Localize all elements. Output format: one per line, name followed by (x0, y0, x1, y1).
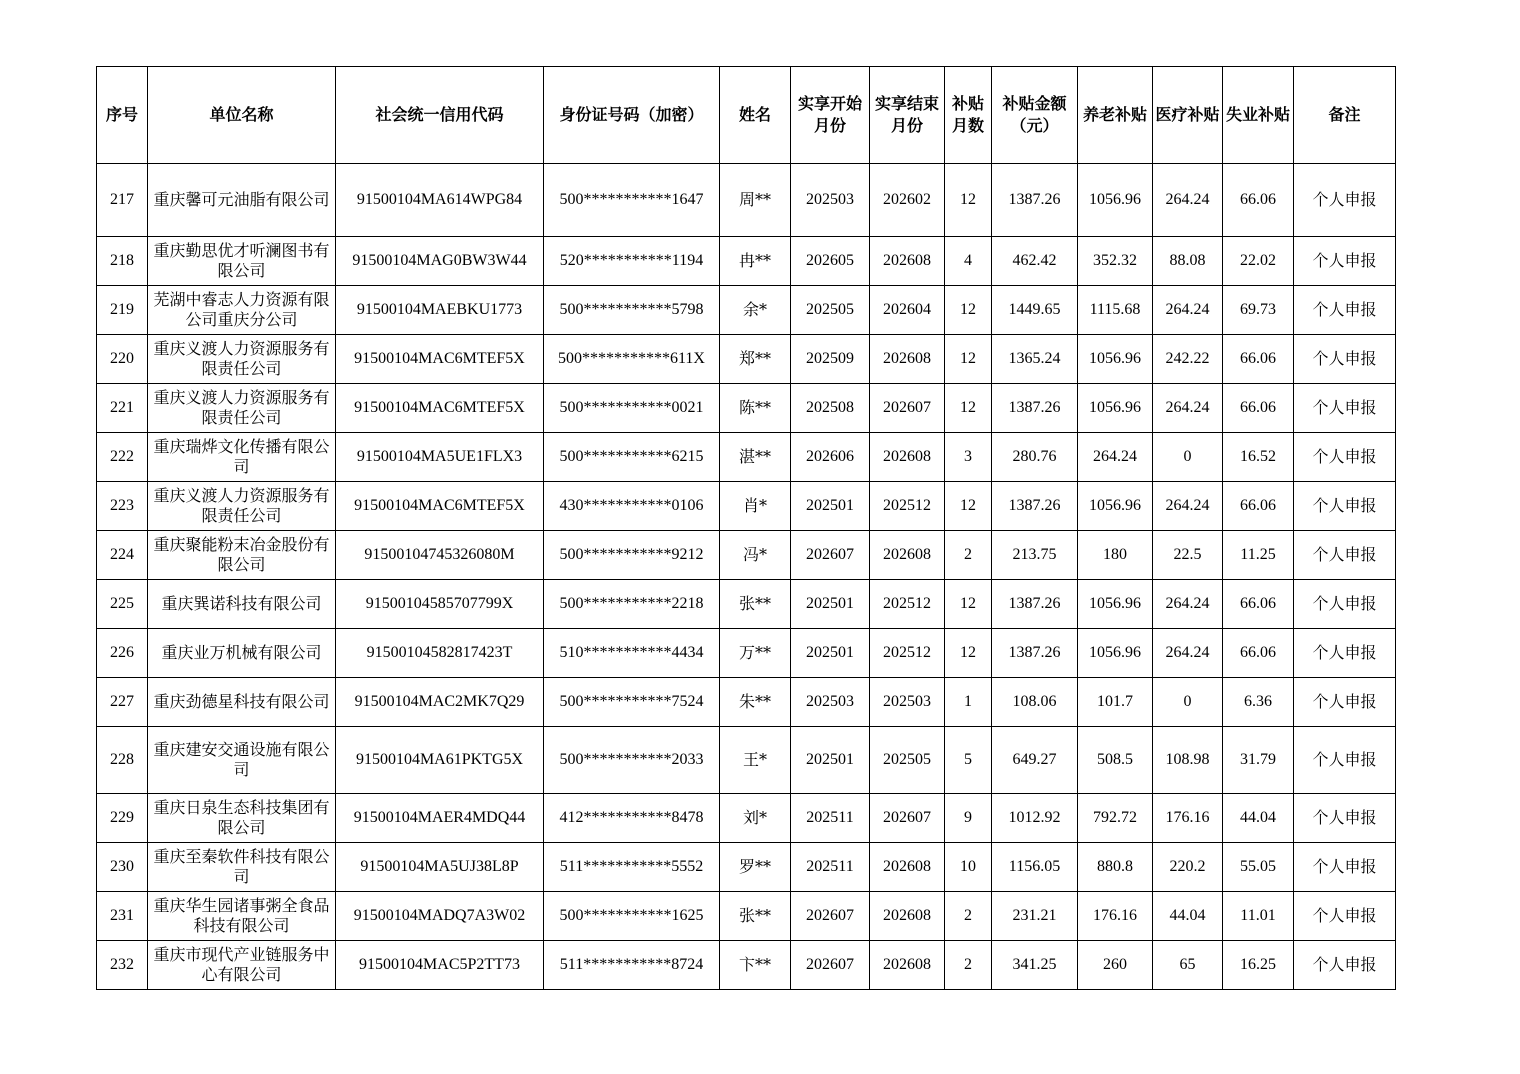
cell-medical: 220.2 (1153, 843, 1223, 892)
cell-amount: 462.42 (992, 237, 1078, 286)
cell-amount: 1012.92 (992, 794, 1078, 843)
cell-medical: 65 (1153, 941, 1223, 990)
cell-pension: 1056.96 (1078, 384, 1153, 433)
cell-end-month: 202604 (870, 286, 945, 335)
cell-seq: 228 (97, 727, 148, 794)
cell-end-month: 202512 (870, 580, 945, 629)
cell-credit-code: 91500104MAEBKU1773 (336, 286, 544, 335)
cell-seq: 227 (97, 678, 148, 727)
cell-seq: 223 (97, 482, 148, 531)
table-row (97, 941, 1396, 990)
cell-start-month: 202607 (791, 892, 870, 941)
cell-unemployment: 66.06 (1223, 580, 1294, 629)
cell-credit-code: 91500104MA5UE1FLX3 (336, 433, 544, 482)
cell-remark: 个人申报 (1294, 629, 1396, 678)
cell-unemployment: 31.79 (1223, 727, 1294, 794)
cell-company: 重庆义渡人力资源服务有限责任公司 (148, 482, 336, 531)
cell-name: 郑** (720, 335, 791, 384)
cell-months: 10 (945, 843, 992, 892)
table-row (97, 482, 1396, 531)
cell-end-month: 202608 (870, 335, 945, 384)
cell-pension: 260 (1078, 941, 1153, 990)
cell-unemployment: 66.06 (1223, 482, 1294, 531)
header-company: 单位名称 (148, 67, 336, 164)
cell-credit-code: 91500104MAC6MTEF5X (336, 482, 544, 531)
cell-pension: 1056.96 (1078, 580, 1153, 629)
table-row (97, 384, 1396, 433)
cell-start-month: 202503 (791, 164, 870, 237)
cell-pension: 352.32 (1078, 237, 1153, 286)
cell-unemployment: 16.52 (1223, 433, 1294, 482)
cell-start-month: 202509 (791, 335, 870, 384)
cell-name: 张** (720, 892, 791, 941)
cell-seq: 230 (97, 843, 148, 892)
header-seq: 序号 (97, 67, 148, 164)
cell-months: 4 (945, 237, 992, 286)
cell-seq: 219 (97, 286, 148, 335)
cell-name: 刘* (720, 794, 791, 843)
cell-end-month: 202608 (870, 433, 945, 482)
cell-seq: 231 (97, 892, 148, 941)
cell-id-number: 500***********2033 (544, 727, 720, 794)
cell-company: 重庆馨可元油脂有限公司 (148, 164, 336, 237)
cell-unemployment: 16.25 (1223, 941, 1294, 990)
cell-remark: 个人申报 (1294, 678, 1396, 727)
cell-credit-code: 91500104585707799X (336, 580, 544, 629)
header-unemployment: 失业补贴 (1223, 67, 1294, 164)
cell-company: 重庆巽诺科技有限公司 (148, 580, 336, 629)
cell-credit-code: 91500104MA5UJ38L8P (336, 843, 544, 892)
cell-remark: 个人申报 (1294, 892, 1396, 941)
cell-pension: 264.24 (1078, 433, 1153, 482)
cell-remark: 个人申报 (1294, 843, 1396, 892)
table-row (97, 629, 1396, 678)
cell-id-number: 500***********1647 (544, 164, 720, 237)
cell-medical: 242.22 (1153, 335, 1223, 384)
table-row (97, 727, 1396, 794)
cell-amount: 213.75 (992, 531, 1078, 580)
cell-credit-code: 91500104582817423T (336, 629, 544, 678)
cell-unemployment: 69.73 (1223, 286, 1294, 335)
header-amount: 补贴金额（元） (992, 67, 1078, 164)
cell-start-month: 202607 (791, 531, 870, 580)
cell-id-number: 520***********1194 (544, 237, 720, 286)
cell-seq: 229 (97, 794, 148, 843)
subsidy-table (96, 66, 1396, 990)
cell-seq: 218 (97, 237, 148, 286)
header-name: 姓名 (720, 67, 791, 164)
cell-amount: 1387.26 (992, 629, 1078, 678)
cell-end-month: 202608 (870, 531, 945, 580)
header-pension: 养老补贴 (1078, 67, 1153, 164)
header-medical: 医疗补贴 (1153, 67, 1223, 164)
cell-pension: 1115.68 (1078, 286, 1153, 335)
cell-start-month: 202501 (791, 482, 870, 531)
cell-start-month: 202605 (791, 237, 870, 286)
cell-unemployment: 66.06 (1223, 629, 1294, 678)
cell-start-month: 202511 (791, 843, 870, 892)
cell-name: 冯* (720, 531, 791, 580)
cell-unemployment: 44.04 (1223, 794, 1294, 843)
table-row (97, 286, 1396, 335)
cell-credit-code: 91500104MA61PKTG5X (336, 727, 544, 794)
cell-months: 5 (945, 727, 992, 794)
cell-amount: 1387.26 (992, 580, 1078, 629)
cell-id-number: 500***********611X (544, 335, 720, 384)
cell-company: 重庆日泉生态科技集团有限公司 (148, 794, 336, 843)
cell-seq: 224 (97, 531, 148, 580)
cell-start-month: 202501 (791, 629, 870, 678)
cell-unemployment: 6.36 (1223, 678, 1294, 727)
table-row (97, 794, 1396, 843)
cell-start-month: 202508 (791, 384, 870, 433)
cell-start-month: 202501 (791, 727, 870, 794)
cell-end-month: 202608 (870, 941, 945, 990)
cell-company: 重庆勤思优才听澜图书有限公司 (148, 237, 336, 286)
header-end-month: 实享结束月份 (870, 67, 945, 164)
cell-end-month: 202505 (870, 727, 945, 794)
header-id-number: 身份证号码（加密） (544, 67, 720, 164)
cell-end-month: 202607 (870, 794, 945, 843)
cell-seq: 225 (97, 580, 148, 629)
cell-seq: 222 (97, 433, 148, 482)
cell-months: 2 (945, 892, 992, 941)
cell-credit-code: 91500104745326080M (336, 531, 544, 580)
cell-seq: 221 (97, 384, 148, 433)
table-row (97, 164, 1396, 237)
cell-medical: 264.24 (1153, 384, 1223, 433)
cell-medical: 0 (1153, 678, 1223, 727)
cell-end-month: 202607 (870, 384, 945, 433)
cell-medical: 44.04 (1153, 892, 1223, 941)
cell-medical: 88.08 (1153, 237, 1223, 286)
cell-name: 余* (720, 286, 791, 335)
cell-amount: 1449.65 (992, 286, 1078, 335)
table-row (97, 580, 1396, 629)
cell-months: 9 (945, 794, 992, 843)
cell-seq: 217 (97, 164, 148, 237)
cell-months: 2 (945, 941, 992, 990)
cell-credit-code: 91500104MAC6MTEF5X (336, 335, 544, 384)
cell-remark: 个人申报 (1294, 727, 1396, 794)
cell-months: 3 (945, 433, 992, 482)
cell-pension: 1056.96 (1078, 629, 1153, 678)
cell-remark: 个人申报 (1294, 531, 1396, 580)
cell-pension: 101.7 (1078, 678, 1153, 727)
cell-remark: 个人申报 (1294, 580, 1396, 629)
cell-pension: 1056.96 (1078, 164, 1153, 237)
cell-medical: 264.24 (1153, 164, 1223, 237)
cell-pension: 508.5 (1078, 727, 1153, 794)
cell-medical: 264.24 (1153, 286, 1223, 335)
cell-seq: 226 (97, 629, 148, 678)
cell-unemployment: 11.25 (1223, 531, 1294, 580)
cell-name: 朱** (720, 678, 791, 727)
cell-id-number: 510***********4434 (544, 629, 720, 678)
cell-unemployment: 66.06 (1223, 164, 1294, 237)
cell-end-month: 202602 (870, 164, 945, 237)
cell-remark: 个人申报 (1294, 433, 1396, 482)
cell-start-month: 202511 (791, 794, 870, 843)
table-row (97, 237, 1396, 286)
table-body (97, 164, 1396, 990)
table-row (97, 433, 1396, 482)
cell-company: 重庆至秦软件科技有限公司 (148, 843, 336, 892)
cell-company: 重庆业万机械有限公司 (148, 629, 336, 678)
cell-id-number: 500***********1625 (544, 892, 720, 941)
table-row (97, 892, 1396, 941)
cell-unemployment: 66.06 (1223, 384, 1294, 433)
cell-pension: 176.16 (1078, 892, 1153, 941)
cell-remark: 个人申报 (1294, 941, 1396, 990)
cell-company: 重庆建安交通设施有限公司 (148, 727, 336, 794)
cell-pension: 792.72 (1078, 794, 1153, 843)
cell-pension: 1056.96 (1078, 482, 1153, 531)
cell-amount: 341.25 (992, 941, 1078, 990)
table-row (97, 678, 1396, 727)
cell-company: 重庆市现代产业链服务中心有限公司 (148, 941, 336, 990)
cell-company: 重庆聚能粉末冶金股份有限公司 (148, 531, 336, 580)
cell-name: 万** (720, 629, 791, 678)
cell-id-number: 511***********8724 (544, 941, 720, 990)
cell-pension: 1056.96 (1078, 335, 1153, 384)
cell-name: 湛** (720, 433, 791, 482)
cell-remark: 个人申报 (1294, 794, 1396, 843)
cell-unemployment: 22.02 (1223, 237, 1294, 286)
cell-name: 卞** (720, 941, 791, 990)
cell-amount: 1387.26 (992, 384, 1078, 433)
cell-id-number: 500***********2218 (544, 580, 720, 629)
cell-months: 1 (945, 678, 992, 727)
cell-remark: 个人申报 (1294, 335, 1396, 384)
cell-medical: 264.24 (1153, 482, 1223, 531)
cell-start-month: 202501 (791, 580, 870, 629)
cell-amount: 649.27 (992, 727, 1078, 794)
cell-company: 重庆义渡人力资源服务有限责任公司 (148, 384, 336, 433)
cell-credit-code: 91500104MAC6MTEF5X (336, 384, 544, 433)
cell-remark: 个人申报 (1294, 286, 1396, 335)
cell-amount: 1387.26 (992, 482, 1078, 531)
cell-medical: 22.5 (1153, 531, 1223, 580)
cell-months: 12 (945, 164, 992, 237)
header-credit-code: 社会统一信用代码 (336, 67, 544, 164)
cell-months: 2 (945, 531, 992, 580)
cell-remark: 个人申报 (1294, 384, 1396, 433)
cell-end-month: 202512 (870, 482, 945, 531)
cell-medical: 0 (1153, 433, 1223, 482)
table-row (97, 531, 1396, 580)
cell-credit-code: 91500104MAC5P2TT73 (336, 941, 544, 990)
cell-amount: 108.06 (992, 678, 1078, 727)
cell-name: 王* (720, 727, 791, 794)
cell-unemployment: 55.05 (1223, 843, 1294, 892)
cell-start-month: 202607 (791, 941, 870, 990)
cell-name: 罗** (720, 843, 791, 892)
cell-pension: 880.8 (1078, 843, 1153, 892)
cell-start-month: 202505 (791, 286, 870, 335)
cell-end-month: 202608 (870, 892, 945, 941)
cell-credit-code: 91500104MAER4MDQ44 (336, 794, 544, 843)
cell-seq: 220 (97, 335, 148, 384)
cell-medical: 108.98 (1153, 727, 1223, 794)
cell-unemployment: 11.01 (1223, 892, 1294, 941)
cell-seq: 232 (97, 941, 148, 990)
cell-medical: 264.24 (1153, 629, 1223, 678)
cell-end-month: 202608 (870, 843, 945, 892)
header-remark: 备注 (1294, 67, 1396, 164)
cell-amount: 1365.24 (992, 335, 1078, 384)
cell-credit-code: 91500104MAC2MK7Q29 (336, 678, 544, 727)
cell-credit-code: 91500104MAG0BW3W44 (336, 237, 544, 286)
cell-remark: 个人申报 (1294, 164, 1396, 237)
cell-id-number: 430***********0106 (544, 482, 720, 531)
cell-remark: 个人申报 (1294, 237, 1396, 286)
cell-months: 12 (945, 580, 992, 629)
cell-medical: 264.24 (1153, 580, 1223, 629)
table-row (97, 843, 1396, 892)
cell-end-month: 202503 (870, 678, 945, 727)
cell-name: 周** (720, 164, 791, 237)
cell-company: 重庆华生园诸事粥全食品科技有限公司 (148, 892, 336, 941)
header-months: 补贴月数 (945, 67, 992, 164)
header-start-month: 实享开始月份 (791, 67, 870, 164)
cell-company: 重庆瑞烨文化传播有限公司 (148, 433, 336, 482)
cell-pension: 180 (1078, 531, 1153, 580)
cell-id-number: 500***********5798 (544, 286, 720, 335)
cell-credit-code: 91500104MADQ7A3W02 (336, 892, 544, 941)
cell-amount: 231.21 (992, 892, 1078, 941)
cell-medical: 176.16 (1153, 794, 1223, 843)
table-row (97, 335, 1396, 384)
cell-name: 冉** (720, 237, 791, 286)
cell-id-number: 412***********8478 (544, 794, 720, 843)
cell-months: 12 (945, 335, 992, 384)
cell-company: 芜湖中睿志人力资源有限公司重庆分公司 (148, 286, 336, 335)
cell-id-number: 500***********7524 (544, 678, 720, 727)
cell-amount: 1156.05 (992, 843, 1078, 892)
cell-end-month: 202608 (870, 237, 945, 286)
cell-name: 肖* (720, 482, 791, 531)
cell-credit-code: 91500104MA614WPG84 (336, 164, 544, 237)
header-row (97, 67, 1396, 164)
cell-id-number: 511***********5552 (544, 843, 720, 892)
cell-id-number: 500***********6215 (544, 433, 720, 482)
cell-amount: 1387.26 (992, 164, 1078, 237)
cell-amount: 280.76 (992, 433, 1078, 482)
cell-months: 12 (945, 482, 992, 531)
cell-start-month: 202503 (791, 678, 870, 727)
cell-id-number: 500***********0021 (544, 384, 720, 433)
cell-months: 12 (945, 384, 992, 433)
cell-name: 陈** (720, 384, 791, 433)
cell-remark: 个人申报 (1294, 482, 1396, 531)
cell-company: 重庆义渡人力资源服务有限责任公司 (148, 335, 336, 384)
cell-months: 12 (945, 286, 992, 335)
cell-company: 重庆劲德星科技有限公司 (148, 678, 336, 727)
cell-name: 张** (720, 580, 791, 629)
cell-start-month: 202606 (791, 433, 870, 482)
cell-end-month: 202512 (870, 629, 945, 678)
cell-id-number: 500***********9212 (544, 531, 720, 580)
cell-unemployment: 66.06 (1223, 335, 1294, 384)
cell-months: 12 (945, 629, 992, 678)
